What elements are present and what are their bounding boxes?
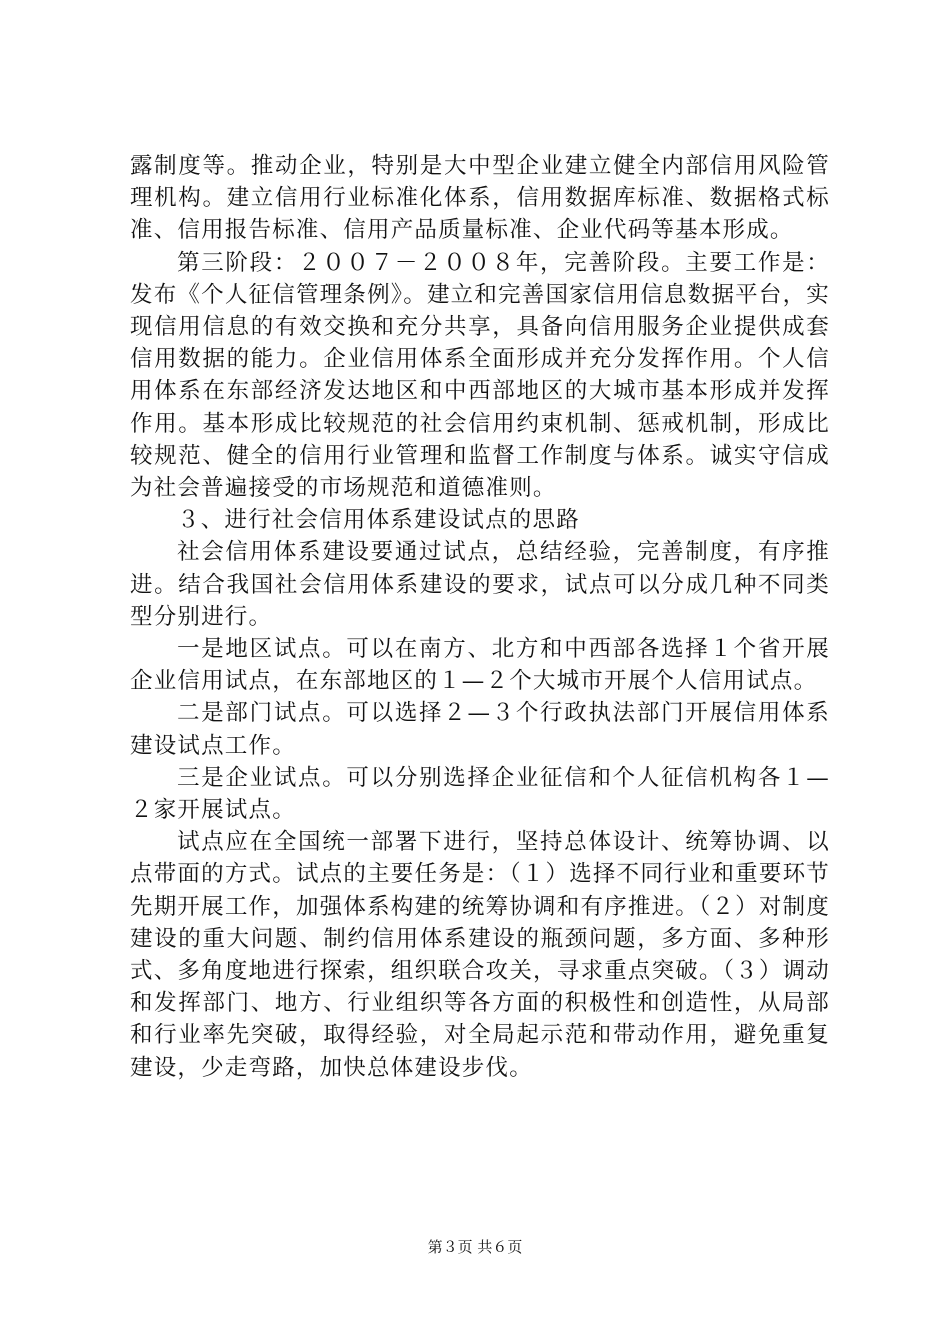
paragraph-department-pilot: 二是部门试点。可以选择２—３个行政执法部门开展信用体系建设试点工作。 — [130, 700, 830, 759]
paragraph-pilot-tasks: 试点应在全国统一部署下进行，坚持总体设计、统筹协调、以点带面的方式。试点的主要任务是：（１）选择不同行业和重要环节先期开展工作，加强体系构建的统筹协调和有序推进。（２）对制度建设的重大问题、制约信用体系建设的瓶颈问题，多方面、多种形式、多角度地进行探索，组织联合攻关，寻求重点突破。（３）调动和发挥部门、地方、行业组织等各方面的积极性和创造性，从局部和行业率先突破，取得经验，对全局起示范和带动作用，避免重复建设，少走弯路，加快总体建设步伐。 — [130, 829, 830, 1081]
paragraph-regional-pilot: 一是地区试点。可以在南方、北方和中西部各选择１个省开展企业信用试点，在东部地区的１—２个大城市开展个人信用试点。 — [130, 636, 830, 695]
paragraph-pilot-intro: 社会信用体系建设要通过试点，总结经验，完善制度，有序推进。结合我国社会信用体系建设的要求，试点可以分成几种不同类型分别进行。 — [130, 539, 830, 630]
paragraph-enterprise-pilot: 三是企业试点。可以分别选择企业征信和个人征信机构各１—２家开展试点。 — [130, 764, 830, 824]
paragraph-continuation: 露制度等。推动企业，特别是大中型企业建立健全内部信用风险管理机构。建立信用行业标准化体系，信用数据库标准、数据格式标准、信用报告标准、信用产品质量标准、企业代码等基本形成。 — [130, 153, 830, 244]
document-body — [130, 150, 830, 1084]
paragraph-stage-three: 第三阶段：２００７－２００８年，完善阶段。主要工作是：发布《个人征信管理条例》。建立和完善国家信用信息数据平台，实现信用信息的有效交换和充分共享，具备向信用服务企业提供成套信用数据的能力。企业信用体系全面形成并充分发挥作用。个人信用体系在东部经济发达地区和中西部地区的大城市基本形成并发挥作用。基本形成比较规范的社会信用约束机制、惩戒机制，形成比较规范、健全的信用行业管理和监督工作制度与体系。诚实守信成为社会普遍接受的市场规范和道德准则。 — [130, 249, 830, 502]
section-heading-pilot-approach: ３、进行社会信用体系建设试点的思路 — [177, 507, 580, 534]
page-footer: 第３页 共６页 — [427, 1238, 523, 1256]
